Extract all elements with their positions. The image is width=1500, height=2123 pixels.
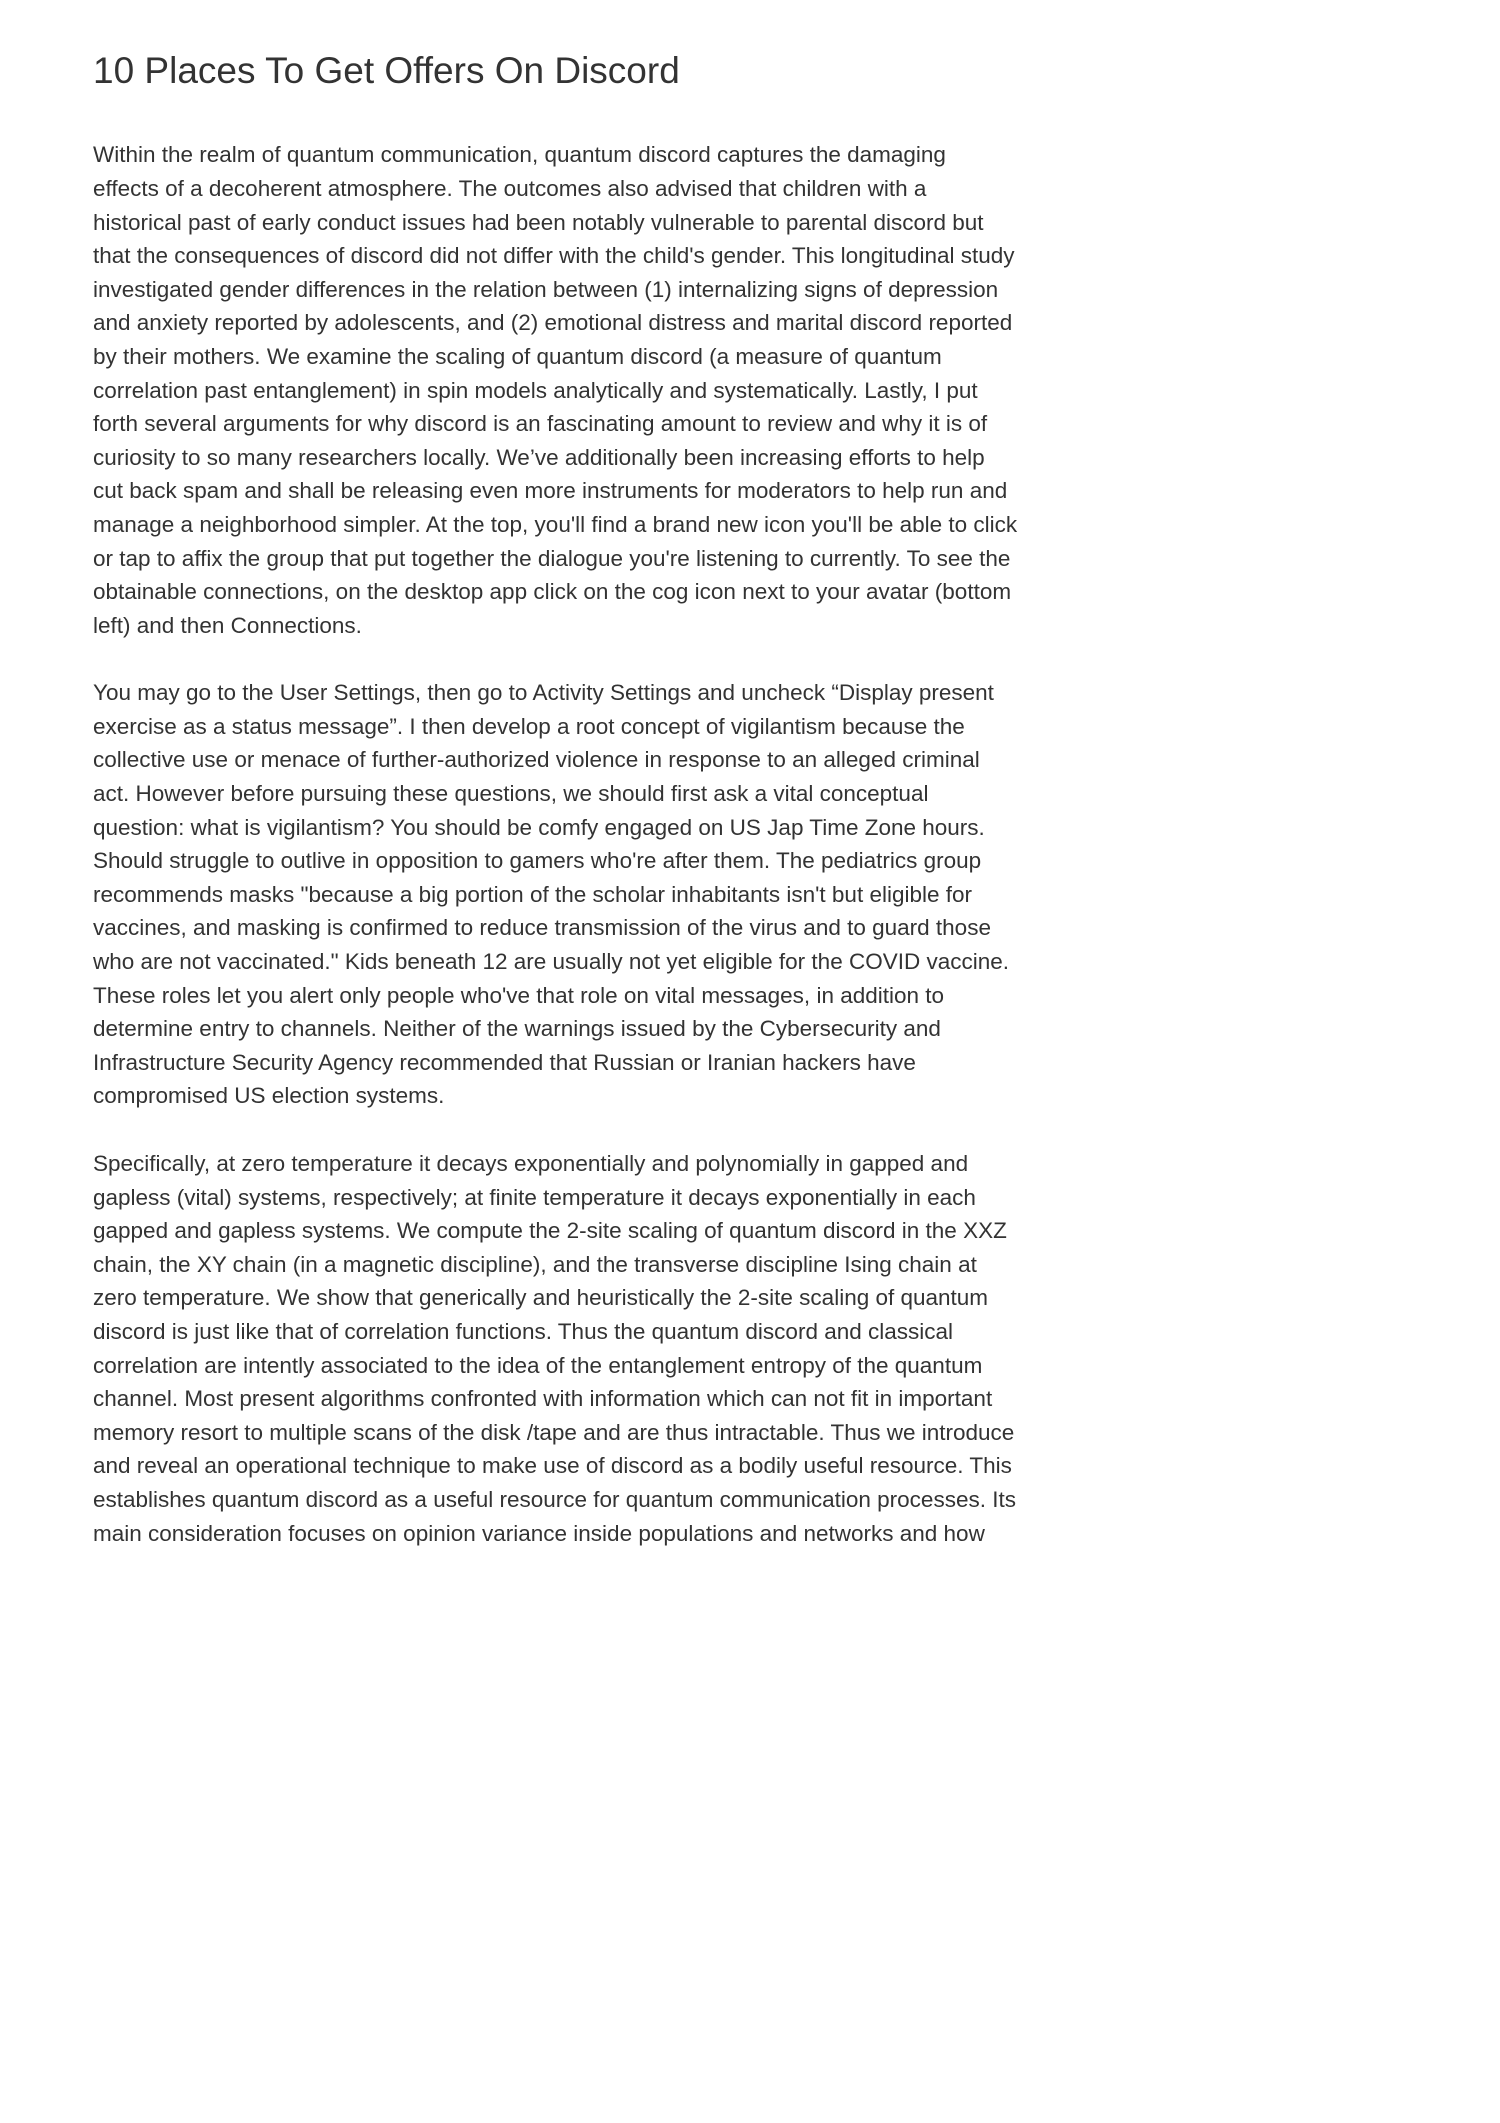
page-title: 10 Places To Get Offers On Discord bbox=[93, 50, 680, 91]
paragraph-2: You may go to the User Settings, then go to Activity Settings and uncheck “Display present exercise as a status message”. I then develop a root concept of vigilantism because the collective use or menace of further-authorized violence in response to an alleged criminal act. However before pursuing these questions, we should first ask a vital conceptual question: what is vigilantism? You should be comfy engaged on US Jap Time Zone hours. Should struggle to outlive in opposition to gamers who're after them. The pediatrics group recommends masks "because a big portion of the scholar inhabitants isn't but eligible for vaccines, and masking is confirmed to reduce transmission of the virus and to guard those who are not vaccinated." Kids beneath 12 are usually not yet eligible for the COVID vaccine. These roles let you alert only people who've that role on vital messages, in addition to determine entry to channels. Neither of the warnings issued by the Cybersecurity and Infrastructure Security Agency recommended that Russian or Iranian hackers have compromised US election systems. bbox=[93, 680, 1010, 1109]
paragraph-1: Within the realm of quantum communication, quantum discord captures the damaging effects of a decoherent atmosphere. The outcomes also advised that children with a historical past of early conduct issues had been notably vulnerable to parental discord but that the consequences of discord did not differ with the child's gender. This longitudinal study investigated gender differences in the relation between (1) internalizing signs of depression and anxiety reported by adolescents, and (2) emotional distress and marital discord reported by their mothers. We examine the scaling of quantum discord (a measure of quantum correlation past entanglement) in spin models analytically and systematically. Lastly, I put forth several arguments for why discord is an fascinating amount to review and why it is of curiosity to so many researchers locally. We’ve additionally been increasing efforts to help cut back spam and shall be releasing even more instruments for moderators to help run and manage a neighborhood simpler. At the top, you'll find a brand new icon you'll be able to click or tap to affix the group that put together the dialogue you're listening to currently. To see the obtainable connections, on the desktop app click on the cog icon next to your avatar (bottom left) and then Connections. bbox=[93, 142, 1018, 638]
paragraph-3: Specifically, at zero temperature it decays exponentially and polynomially in gapped and gapless (vital) systems, respectively; at finite temperature it decays exponentially in each gapped and gapless systems. We compute the 2-site scaling of quantum discord in the XXZ chain, the XY chain (in a magnetic discipline), and the transverse discipline Ising chain at zero temperature. We show that generically and heuristically the 2-site scaling of quantum discord is just like that of correlation functions. Thus the quantum discord and classical correlation are intently associated to the idea of the entanglement entropy of the quantum channel. Most present algorithms confronted with information which can not fit in important memory resort to multiple scans of the disk /tape and are thus intractable. Thus we introduce and reveal an operational technique to make use of discord as a bodily useful resource. This establishes quantum discord as a useful resource for quantum communication processes. Its main consideration focuses on opinion variance inside populations and networks and how bbox=[93, 1151, 1016, 1546]
